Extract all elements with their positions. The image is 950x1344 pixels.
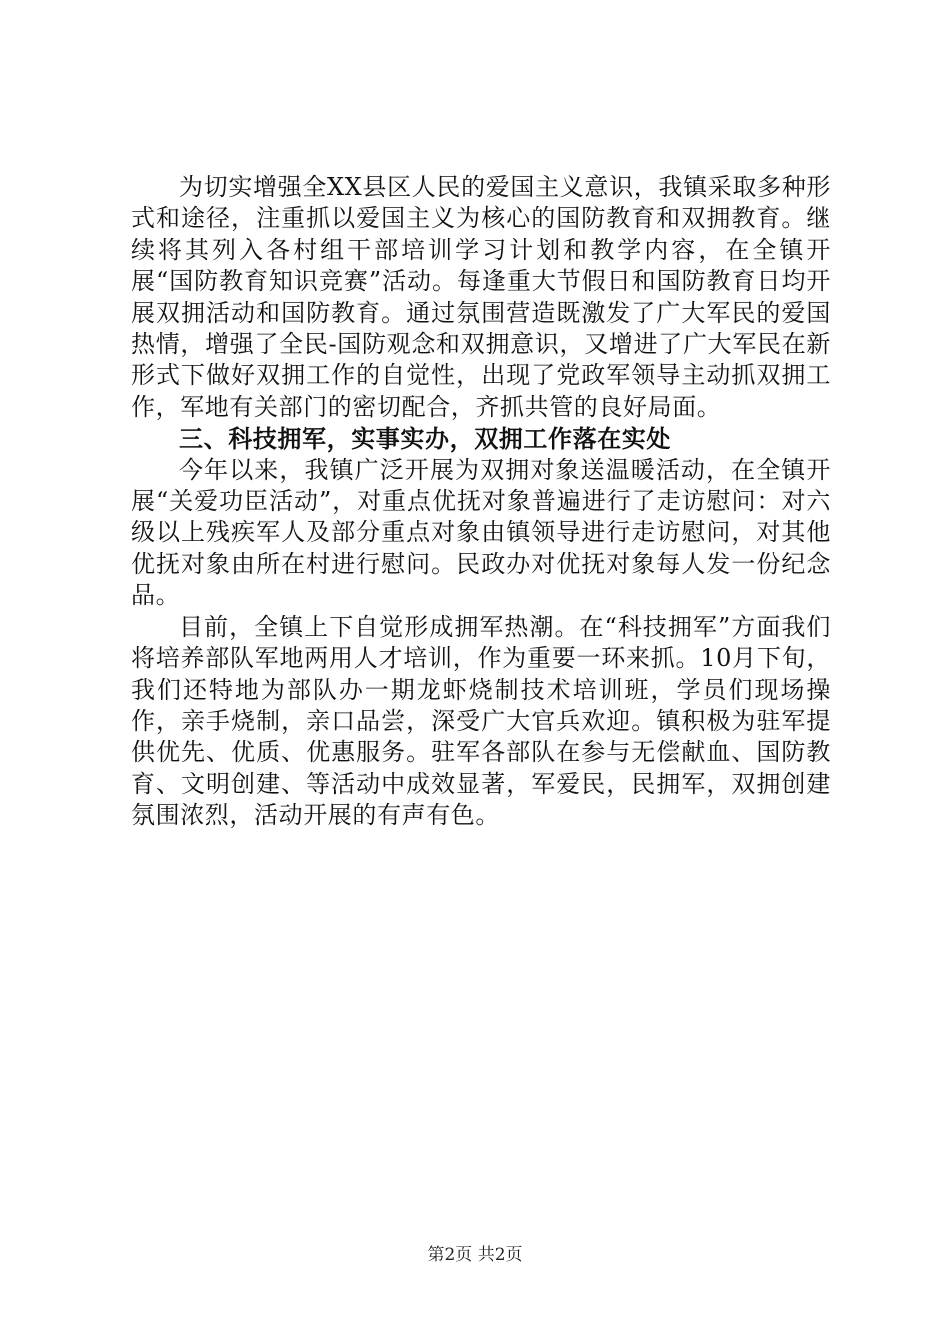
body-paragraph: 目前，全镇上下自觉形成拥军热潮。在“科技拥军”方面我们将培养部队军地两用人才培训，作为重要一环来抓。10月下旬，我们还特地为部队办一期龙虾烧制技术培训班，学员们现场操作，亲手烧制，亲口品尝，深受广大官兵欢迎。镇积极为驻军提供优先、优质、优惠服务。驻军各部队在参与无偿献血、国防教育、文明创建、等活动中成效显著，军爱民，民拥军，双拥创建氛围浓烈，活动开展的有声有色。 [131, 612, 831, 830]
document-body [131, 172, 831, 832]
body-paragraph: 今年以来，我镇广泛开展为双拥对象送温暖活动，在全镇开展“关爱功臣活动”，对重点优抚对象普遍进行了走访慰问：对六级以上残疾军人及部分重点对象由镇领导进行走访慰问，对其他优抚对象由所在村进行慰问。民政办对优抚对象每人发一份纪念品。 [131, 455, 831, 610]
body-paragraph: 为切实增强全XX县区人民的爱国主义意识，我镇采取多种形式和途径，注重抓以爱国主义为核心的国防教育和双拥教育。继续将其列入各村组干部培训学习计划和教学内容，在全镇开展“国防教育知识竞赛”活动。每逢重大节假日和国防教育日均开展双拥活动和国防教育。通过氛围营造既激发了广大军民的爱国热情，增强了全民-国防观念和双拥意识，又增进了广大军民在新形式下做好双拥工作的自觉性，出现了党政军领导主动抓双拥工作，军地有关部门的密切配合，齐抓共管的良好局面。 [131, 173, 831, 421]
page-number-footer: 第2页 共2页 [427, 1245, 523, 1265]
section-heading: 三、科技拥军，实事实办，双拥工作落在实处 [179, 424, 671, 454]
